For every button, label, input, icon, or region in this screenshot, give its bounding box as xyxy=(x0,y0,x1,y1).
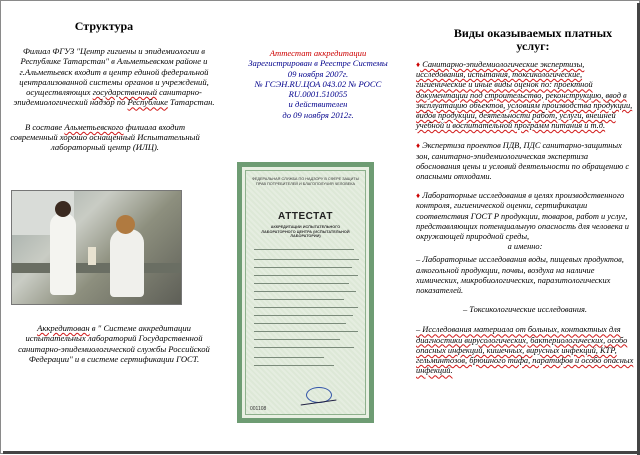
certificate-title: АТТЕСТАТ xyxy=(278,211,333,222)
structure-paragraph xyxy=(11,46,217,108)
bullet-icon: ♦ xyxy=(416,191,421,201)
attestat-title: Аттестат аккредитации xyxy=(269,48,367,58)
services-title: Виды оказываемых платных услуг: xyxy=(453,26,613,53)
certificate-subtitle: АККРЕДИТАЦИИ ИСПЫТАТЕЛЬНОГО ЛАБОРАТОРНОГО ЦЕНТРА (ИСПЫТАТЕЛЬНОЙ ЛАБОРАТОРИИ) xyxy=(261,225,350,239)
service-text-2: Экспертиза проектов ПДВ, ПДС санитарно-защитных зон, санитарно-эпидемиологическая экспертиза обоснования цены и условий деятельности по обращению с опасными отходами. xyxy=(416,141,630,182)
attestat-line-3: № ГСЭН.RU.ЦОА 043.02 № РОСС xyxy=(254,78,382,89)
service-item-3-tail: а именно: xyxy=(507,242,543,252)
accreditation-text-u: Аккредитован xyxy=(37,323,90,333)
attestat-line-6: до 09 ноября 2012г. xyxy=(282,109,354,120)
service-item-5: – Токсикологические исследования. xyxy=(462,305,588,315)
certificate-number: 001108 xyxy=(250,406,267,412)
ilc-text-b: филиала входит современный хорошо оснащенный Испытательный лабораторный центр (ИЛЦ). xyxy=(10,121,200,153)
structure-text-u: государственный xyxy=(92,87,157,98)
ilc-paragraph xyxy=(5,122,205,153)
service-text-3: Лабораторные исследования в целях производственного контроля, гигиенической оценки, сертификации соответствия ГОСТ Р продукции, товаров, работ и услуг, представляющих потенциальную опасность для человека и окружающей природной среды, xyxy=(416,191,629,242)
structure-title: Структура xyxy=(74,19,134,33)
service-item-6 xyxy=(416,325,634,376)
structure-text-u2: Республике xyxy=(127,97,168,108)
left-column xyxy=(9,1,219,364)
ilc-text-u: Альметьевского xyxy=(64,121,124,132)
structure-text-c: Татарстан. xyxy=(167,97,215,108)
service-text-1: Санитарно-эпидемиологические экспертизы, исследования, испытания, токсикологические, гигиенические и иные виды оценок по: проектной документации под строительство, реконструкцию, ввод в эксплуатацию объектов, условиям производства продукции, видов продукции, деятельности работ, услуги, внешней учебной и воспитательной программ питания и т.д. xyxy=(416,60,633,131)
bullet-icon: ♦ xyxy=(416,141,421,151)
accreditation-certificate-image xyxy=(237,162,374,423)
service-item-4: – Лабораторные исследования воды, пищевых продуктов, алкогольной продукции, почвы, воздуха на наличие химических, микробиологических, паразитологических показателей. xyxy=(416,255,624,296)
structure-text-a: Филиал ФГУЗ "Центр гигиены и эпидемиологии в Республике Татарстан" в Альметьевском районе и г.Альметьевск входит в центр единой федеральной централизованной системы органов и учреждений, осуществляющих xyxy=(19,46,209,98)
ilc-text-a: В составе xyxy=(24,121,65,132)
bullet-icon: ♦ xyxy=(416,60,421,69)
service-item-2 xyxy=(416,141,634,182)
service-item-3 xyxy=(416,191,634,242)
accreditation-paragraph xyxy=(9,323,219,364)
structure-text-b: санитарно-эпидемиологический надзор по xyxy=(13,87,202,108)
attestat-line-5: и действителен xyxy=(288,99,348,110)
service-item-1 xyxy=(416,60,634,131)
attestat-line-1: Зарегистрирован в Реестре Системы xyxy=(248,58,388,69)
attestat-line-4: RU.0001.510055 xyxy=(288,89,348,100)
accreditation-text-b: в " Системе аккредитации испытательных лабораторий Государственной санитарно-эпидемиологической службы Российской Федерации" и в системе сертификации ГОСТ. xyxy=(18,323,210,364)
middle-column xyxy=(223,1,413,120)
right-column xyxy=(416,1,634,376)
service-text-6: – Исследования материала от больных, контактных для диагностики вирусологических, бактериологических, особо опасных инфекций, кишечных, вирусных инфекций, КТР, гельминтозов, брюшного тифа, паратифов и особо опасных инфекций. xyxy=(416,325,634,376)
attestat-line-2: 09 ноября 2007г. xyxy=(287,68,349,79)
certificate-header: ФЕДЕРАЛЬНАЯ СЛУЖБА ПО НАДЗОРУ В СФЕРЕ ЗАЩИТЫ ПРАВ ПОТРЕБИТЕЛЕЙ И БЛАГОПОЛУЧИЯ ЧЕЛОВЕКА xyxy=(252,177,359,186)
laboratory-photo xyxy=(11,190,182,305)
